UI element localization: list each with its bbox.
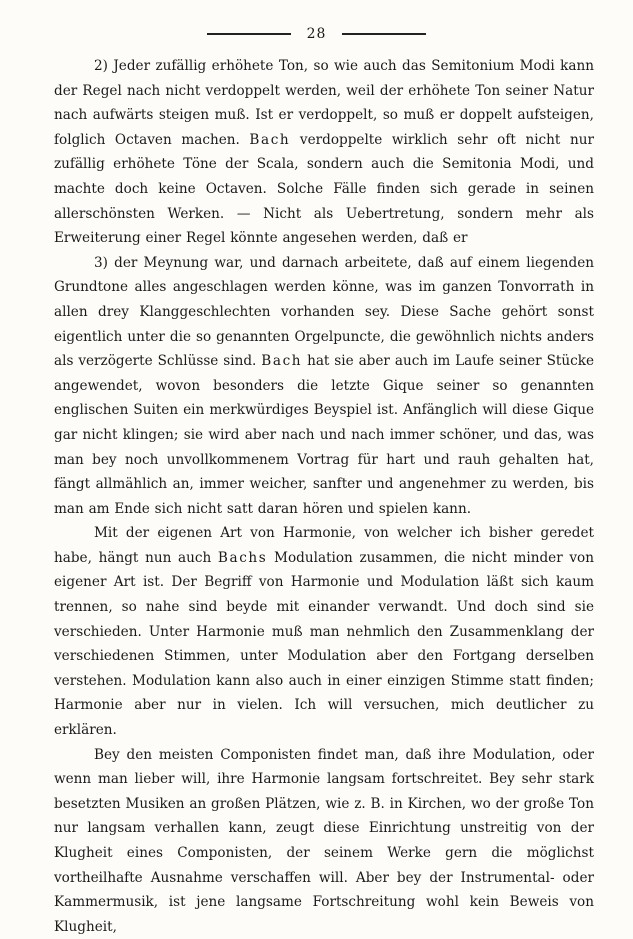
text-segment: Modulation zusammen, die nicht minder von eigener Art ist. Der Begriff von Harmonie und Modulation läßt sich kaum trennen, so nahe sind beyde mit einander verwandt. Und doch sind sie verschieden. Unter Harmonie muß man nehmlich den Zusammenklang der verschiedenen Stimmen, unter Modulation aber den Fortgang derselben verstehen. Modulation kann also auch in einer einzigen Stimme statt finden; Harmonie aber nur in vielen. Ich will versuchen, mich deutlicher zu erklären. [54, 549, 594, 739]
text-segment: verdoppelte wirklich sehr oft nicht nur zufällig erhöhete Töne der Scala, sondern auch die Semitonia Modi, und machte doch keine Octaven. Solche Fälle finden sich gerade in seinen allerschönsten Werken. — Nicht als Uebertretung, sondern mehr als Erweiterung einer Regel könnte angesehen werden, daß er [54, 131, 594, 247]
page-header [0, 26, 633, 42]
page-number: 28 [306, 26, 327, 42]
paragraph-harmony [54, 521, 594, 742]
paragraph-item-3 [54, 251, 594, 522]
body-text [54, 54, 594, 939]
paragraph-item-2 [54, 54, 594, 251]
name-bachs: Bachs [217, 549, 268, 566]
header-rule-right [342, 33, 426, 35]
text-segment: Mit der eigenen Art von Harmonie, von welcher ich bisher geredet habe, hängt nun auch [54, 525, 594, 566]
text-segment: 2) Jeder zufällig erhöhete Ton, so wie auch das Semitonium Modi kann der Regel nach nicht verdoppelt werden, weil der erhöhete Ton seiner Natur nach aufwärts steigen muß. Ist er verdoppelt, so muß er doppelt aufsteigen, folglich Octaven machen. [54, 58, 594, 148]
name-bach: Bach [261, 353, 303, 370]
text-segment: hat sie aber auch im Laufe seiner Stücke angewendet, wovon besonders die letzte Gique seiner so genannten englischen Suiten ein merkwürdiges Beyspiel ist. Anfänglich will diese Gique gar nicht klingen; sie wird aber nach und nach immer schöner, und das, was man bey noch unvollkommenem Vortrag für hart und rauh gehalten hat, fängt allmählich an, immer weicher, sanfter und angenehmer zu werden, bis man am Ende sich nicht satt daran hören und spielen kann. [54, 353, 594, 517]
name-bach: Bach [249, 131, 291, 148]
text-segment: Bey den meisten Componisten findet man, daß ihre Modulation, oder wenn man lieber will, ihre Harmonie langsam fortschreitet. Bey sehr stark besetzten Musiken an großen Plätzen, wie z. B. in Kirchen, wo der große Ton nur langsam verhallen kann, zeugt diese Einrichtung unstreitig von der Klugheit eines Componisten, der seinem Werke gern die möglichst vortheilhafte Ausnahme verschaffen will. Aber bey der Instrumental- oder Kammermusik, ist jene langsame Fortschreitung wohl kein Beweis von Klugheit, [54, 746, 594, 935]
header-rule-left [207, 33, 291, 35]
text-segment: 3) der Meynung war, und darnach arbeitete, daß auf einem liegenden Grundtone alles angeschlagen werden könne, was im ganzen Tonvorrath in allen drey Klanggeschlechten vorhanden sey. Diese Sache gehört sonst eigentlich unter die so genannten Orgelpuncte, die gewöhnlich nichts anders als verzögerte Schlüsse sind. [54, 254, 594, 370]
paragraph-composers [54, 743, 594, 939]
